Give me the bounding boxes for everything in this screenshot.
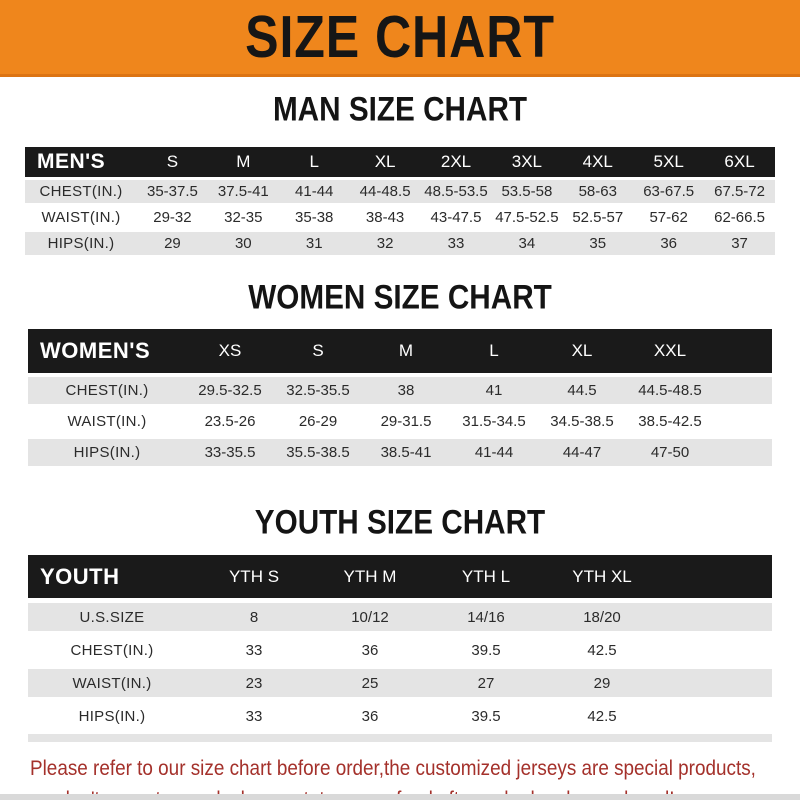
youth-row-filler [660,603,772,631]
men-hips-in-6xl: 37 [731,235,748,252]
disclaimer-note [30,753,800,800]
men-chest-in-xl: 44-48.5 [359,183,411,200]
women-size-table [28,329,772,466]
youth-row-hips-in [28,702,772,730]
youth-waist-in-yth-s: 23 [245,674,263,692]
women-col-l: L [489,341,499,360]
women-col-xl: XL [571,341,593,360]
men-waist-in-2xl: 43-47.5 [430,209,482,226]
youth-row-u-s-size [28,603,772,631]
youth-hips-in-yth-m: 36 [361,707,379,725]
youth-row-filler [660,636,772,664]
youth-waist-in-yth-l: 27 [477,674,495,692]
men-chest-in-5xl: 63-67.5 [643,183,695,200]
youth-chest-in-yth-l: 39.5 [471,641,501,659]
women-chart-heading: WOMEN SIZE CHART [248,277,552,316]
youth-row-label-chest-in: CHEST(IN.) [70,641,154,659]
women-chest-in-m: 38 [397,382,415,399]
youth-row-chest-in [28,636,772,664]
youth-table-title: YOUTH [40,563,120,589]
women-col-m: M [398,341,414,360]
men-waist-in-6xl: 62-66.5 [714,209,765,226]
youth-row-label-u-s-size: U.S.SIZE [79,608,145,626]
men-waist-in-xl: 38-43 [365,209,405,226]
youth-hips-in-yth-s: 33 [245,707,263,725]
men-col-2xl: 2XL [440,152,472,171]
women-waist-in-m: 29-31.5 [380,413,432,430]
women-row-label-waist-in: WAIST(IN.) [67,413,147,430]
size-chart-banner [0,0,800,77]
women-header-filler [714,329,772,373]
men-col-s: S [166,152,179,171]
women-chest-in-s: 32.5-35.5 [286,382,350,399]
men-chart-heading: MAN SIZE CHART [272,89,528,128]
bottom-edge-strip [0,794,800,800]
women-waist-in-l: 31.5-34.5 [462,413,526,430]
youth-hips-in-yth-l: 39.5 [471,707,501,725]
men-hips-in-2xl: 33 [447,235,465,252]
women-waist-in-s: 26-29 [298,413,338,430]
men-row-label-chest-in: CHEST(IN.) [39,183,123,200]
men-row-hips-in [25,232,775,255]
men-hips-in-5xl: 36 [660,235,677,252]
men-row-label-waist-in: WAIST(IN.) [41,209,121,226]
women-hips-in-s: 35.5-38.5 [286,444,350,461]
men-row-waist-in [25,206,775,229]
youth-col-yth-xl: YTH XL [572,566,632,586]
women-chest-in-l: 41 [485,382,503,399]
youth-row-waist-in [28,669,772,697]
women-hips-in-m: 38.5-41 [380,444,432,461]
women-row-label-hips-in: HIPS(IN.) [73,444,141,461]
men-table-title: MEN'S [37,150,106,173]
men-row-chest-in [25,180,775,203]
women-row-filler [714,377,772,404]
men-col-3xl: 3XL [511,152,542,171]
men-col-6xl: 6XL [724,152,755,171]
youth-waist-in-yth-xl: 29 [593,674,611,692]
youth-u-s-size-yth-m: 10/12 [351,608,389,626]
women-chest-in-xl: 44.5 [567,382,597,399]
women-hips-in-xxl: 47-50 [650,444,690,461]
men-col-l: L [309,152,319,171]
women-row-filler [714,408,772,435]
youth-chart-heading: YOUTH SIZE CHART [254,502,546,541]
youth-waist-in-yth-m: 25 [361,674,379,692]
youth-hips-in-yth-xl: 42.5 [587,707,617,725]
youth-size-table [28,555,772,742]
men-hips-in-3xl: 34 [518,235,536,252]
men-table-header-row [25,147,775,177]
women-col-xxl: XXL [653,341,687,360]
women-hips-in-l: 41-44 [474,444,514,461]
men-waist-in-l: 35-38 [295,209,334,226]
men-chest-in-s: 35-37.5 [147,183,198,200]
disclaimer-line-1: Please refer to our size chart before order,the customized jerseys are special products, [30,757,756,780]
men-chest-in-3xl: 53.5-58 [501,183,553,200]
youth-chest-in-yth-xl: 42.5 [587,641,617,659]
men-waist-in-3xl: 47.5-52.5 [495,209,559,226]
women-row-filler [714,439,772,466]
men-col-4xl: 4XL [582,152,613,171]
women-chest-in-xxl: 44.5-48.5 [638,382,702,399]
women-table-title: WOMEN'S [40,338,151,363]
women-col-xs: XS [218,341,242,360]
men-hips-in-xl: 32 [376,235,394,252]
men-waist-in-4xl: 52.5-57 [572,209,624,226]
youth-table-header-row [28,555,772,598]
women-waist-in-xs: 23.5-26 [204,413,256,430]
women-col-s: S [312,341,324,360]
youth-row-filler [660,702,772,730]
women-chest-in-xs: 29.5-32.5 [198,382,262,399]
women-row-label-chest-in: CHEST(IN.) [65,382,149,399]
youth-row-label-hips-in: HIPS(IN.) [78,707,146,725]
men-waist-in-s: 29-32 [153,209,192,226]
men-chest-in-6xl: 67.5-72 [714,183,765,200]
men-chest-in-2xl: 48.5-53.5 [424,183,488,200]
men-hips-in-4xl: 35 [589,235,607,252]
youth-table-bottom-strip [28,734,772,742]
youth-col-yth-s: YTH S [228,566,280,586]
youth-header-filler [660,555,772,598]
men-chest-in-m: 37.5-41 [217,183,269,200]
youth-col-yth-l: YTH L [461,566,511,586]
youth-chest-in-yth-s: 33 [245,641,263,659]
men-size-table [25,147,775,255]
men-chest-in-l: 41-44 [295,183,334,200]
men-col-xl: XL [374,152,396,171]
women-row-hips-in [28,439,772,466]
women-row-chest-in [28,377,772,404]
men-hips-in-l: 31 [305,235,323,252]
women-hips-in-xs: 33-35.5 [204,444,256,461]
men-hips-in-m: 30 [234,235,252,252]
youth-u-s-size-yth-l: 14/16 [467,608,505,626]
men-chest-in-4xl: 58-63 [578,183,617,200]
men-waist-in-5xl: 57-62 [649,209,688,226]
youth-u-s-size-yth-s: 8 [249,608,259,626]
men-col-m: M [236,152,251,171]
youth-row-filler [660,669,772,697]
youth-row-label-waist-in: WAIST(IN.) [72,674,152,692]
women-waist-in-xxl: 38.5-42.5 [638,413,702,430]
men-col-5xl: 5XL [653,152,684,171]
women-table-header-row [28,329,772,373]
youth-col-yth-m: YTH M [343,566,397,586]
men-waist-in-m: 32-35 [224,209,263,226]
youth-chest-in-yth-m: 36 [361,641,379,659]
women-row-waist-in [28,408,772,435]
men-hips-in-s: 29 [164,235,181,252]
youth-u-s-size-yth-xl: 18/20 [583,608,621,626]
women-waist-in-xl: 34.5-38.5 [550,413,614,430]
men-row-label-hips-in: HIPS(IN.) [47,235,115,252]
women-hips-in-xl: 44-47 [562,444,602,461]
banner-title: SIZE CHART [245,3,555,71]
